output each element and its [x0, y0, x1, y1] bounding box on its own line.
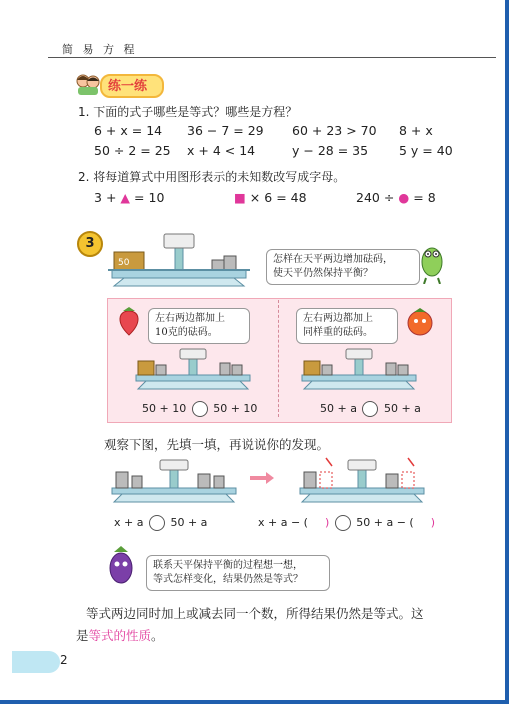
- equation-rhs: 50 + a − (: [356, 516, 414, 529]
- property-paragraph: [76, 603, 466, 647]
- left-panel-equation: [142, 401, 257, 417]
- bubble-line: 使天平仍然保持平衡？: [273, 268, 373, 279]
- expression: [94, 190, 164, 205]
- expression: 6 + x = 14: [94, 123, 163, 138]
- bubble-line: 左右两边都加上: [155, 313, 225, 324]
- expression: 60 + 23 > 70: [292, 123, 377, 138]
- expression: x + 4 < 14: [187, 143, 256, 158]
- expression: [234, 190, 307, 205]
- balance-scale-icon: [296, 456, 428, 504]
- panel-divider: [278, 300, 279, 417]
- paragraph-line: 等式两边同时加上或减去同一个数，所得结果仍然是等式。这: [86, 606, 424, 621]
- example-number: 3: [77, 231, 103, 257]
- eggplant-icon: [104, 544, 138, 586]
- bubble-line: 同样重的砝码。: [303, 327, 373, 338]
- expression-text: 3 + ▲ = 10: [94, 190, 165, 205]
- expression: 5 y = 40: [399, 143, 453, 158]
- practice-heading: [74, 72, 164, 96]
- balance-scale-icon: [132, 347, 254, 391]
- weight-label: 50: [118, 258, 130, 268]
- shape-glyph: ●: [398, 190, 410, 205]
- expression: 50 ÷ 2 = 25: [94, 143, 171, 158]
- bubble-line: 怎样在天平两边增加砝码，: [273, 254, 393, 265]
- strawberry-icon: [114, 305, 144, 337]
- equation-rhs: 50 + 10: [213, 402, 258, 415]
- shape-glyph: ▲: [120, 190, 131, 205]
- equation-lhs: 50 + 10: [142, 402, 187, 415]
- right-panel-equation: [320, 401, 421, 417]
- page-number: 2: [60, 653, 68, 667]
- arrow-right-icon: [250, 472, 274, 484]
- running-header: 简 易 方 程: [62, 43, 138, 56]
- balance-scale-icon: [298, 347, 420, 391]
- tomato-icon: [400, 306, 440, 338]
- expression: 8 + x: [399, 123, 433, 138]
- expression-text: 240 ÷ ● = 8: [356, 190, 436, 205]
- bubble-line: 联系天平保持平衡的过程想一想，: [153, 560, 303, 571]
- comparison-circle[interactable]: [362, 401, 378, 417]
- q1-row2: [94, 143, 474, 161]
- comparison-circle[interactable]: [335, 515, 351, 531]
- observe-right-equation: [258, 515, 435, 531]
- observe-left-equation: [114, 515, 207, 531]
- right-panel-bubble: [296, 308, 398, 344]
- bubble-line: 等式怎样变化，结果仍然是等式？: [153, 574, 303, 585]
- comparison-circle[interactable]: [192, 401, 208, 417]
- q2-row: [94, 190, 474, 208]
- dinosaur-icon: [414, 238, 450, 284]
- balance-scale-icon: [108, 458, 240, 504]
- balance-scale-icon: [104, 230, 254, 288]
- shape-glyph: ■: [234, 190, 246, 205]
- blank-close-paren[interactable]: ): [324, 516, 330, 529]
- blank-close-paren[interactable]: ): [430, 516, 436, 529]
- observe-instruction: 观察下图，先填一填，再说说你的发现。: [104, 437, 330, 452]
- expression: [356, 190, 436, 205]
- page-number-tab: [12, 651, 60, 673]
- left-panel-bubble: [148, 308, 250, 344]
- think-bubble: [146, 555, 330, 591]
- equation-rhs: 50 + a: [383, 402, 421, 415]
- property-term: 等式的性质: [88, 628, 152, 643]
- equation-lhs: 50 + a: [320, 402, 357, 415]
- expression: y − 28 = 35: [292, 143, 369, 158]
- equation-lhs: x + a: [114, 516, 144, 529]
- equation-rhs: 50 + a: [170, 516, 208, 529]
- children-icon: [74, 72, 102, 96]
- expression: 36 − 7 = 29: [187, 123, 264, 138]
- header-rule: [48, 57, 496, 58]
- equation-lhs: x + a − (: [258, 516, 308, 529]
- q1-prompt: 1. 下面的式子哪些是等式？哪些是方程？: [78, 105, 298, 119]
- example-question-bubble: [266, 249, 420, 285]
- q2-prompt: 2. 将每道算式中用图形表示的未知数改写成字母。: [78, 170, 346, 184]
- paragraph-prefix: 是: [76, 628, 89, 643]
- bubble-line: 左右两边都加上: [303, 313, 373, 324]
- paragraph-suffix: 。: [151, 628, 164, 643]
- practice-label: 练一练: [108, 79, 148, 94]
- bubble-line: 10克的砝码。: [155, 327, 218, 338]
- expression-text: ■ × 6 = 48: [234, 190, 307, 205]
- comparison-circle[interactable]: [149, 515, 165, 531]
- q1-row1: [94, 123, 474, 141]
